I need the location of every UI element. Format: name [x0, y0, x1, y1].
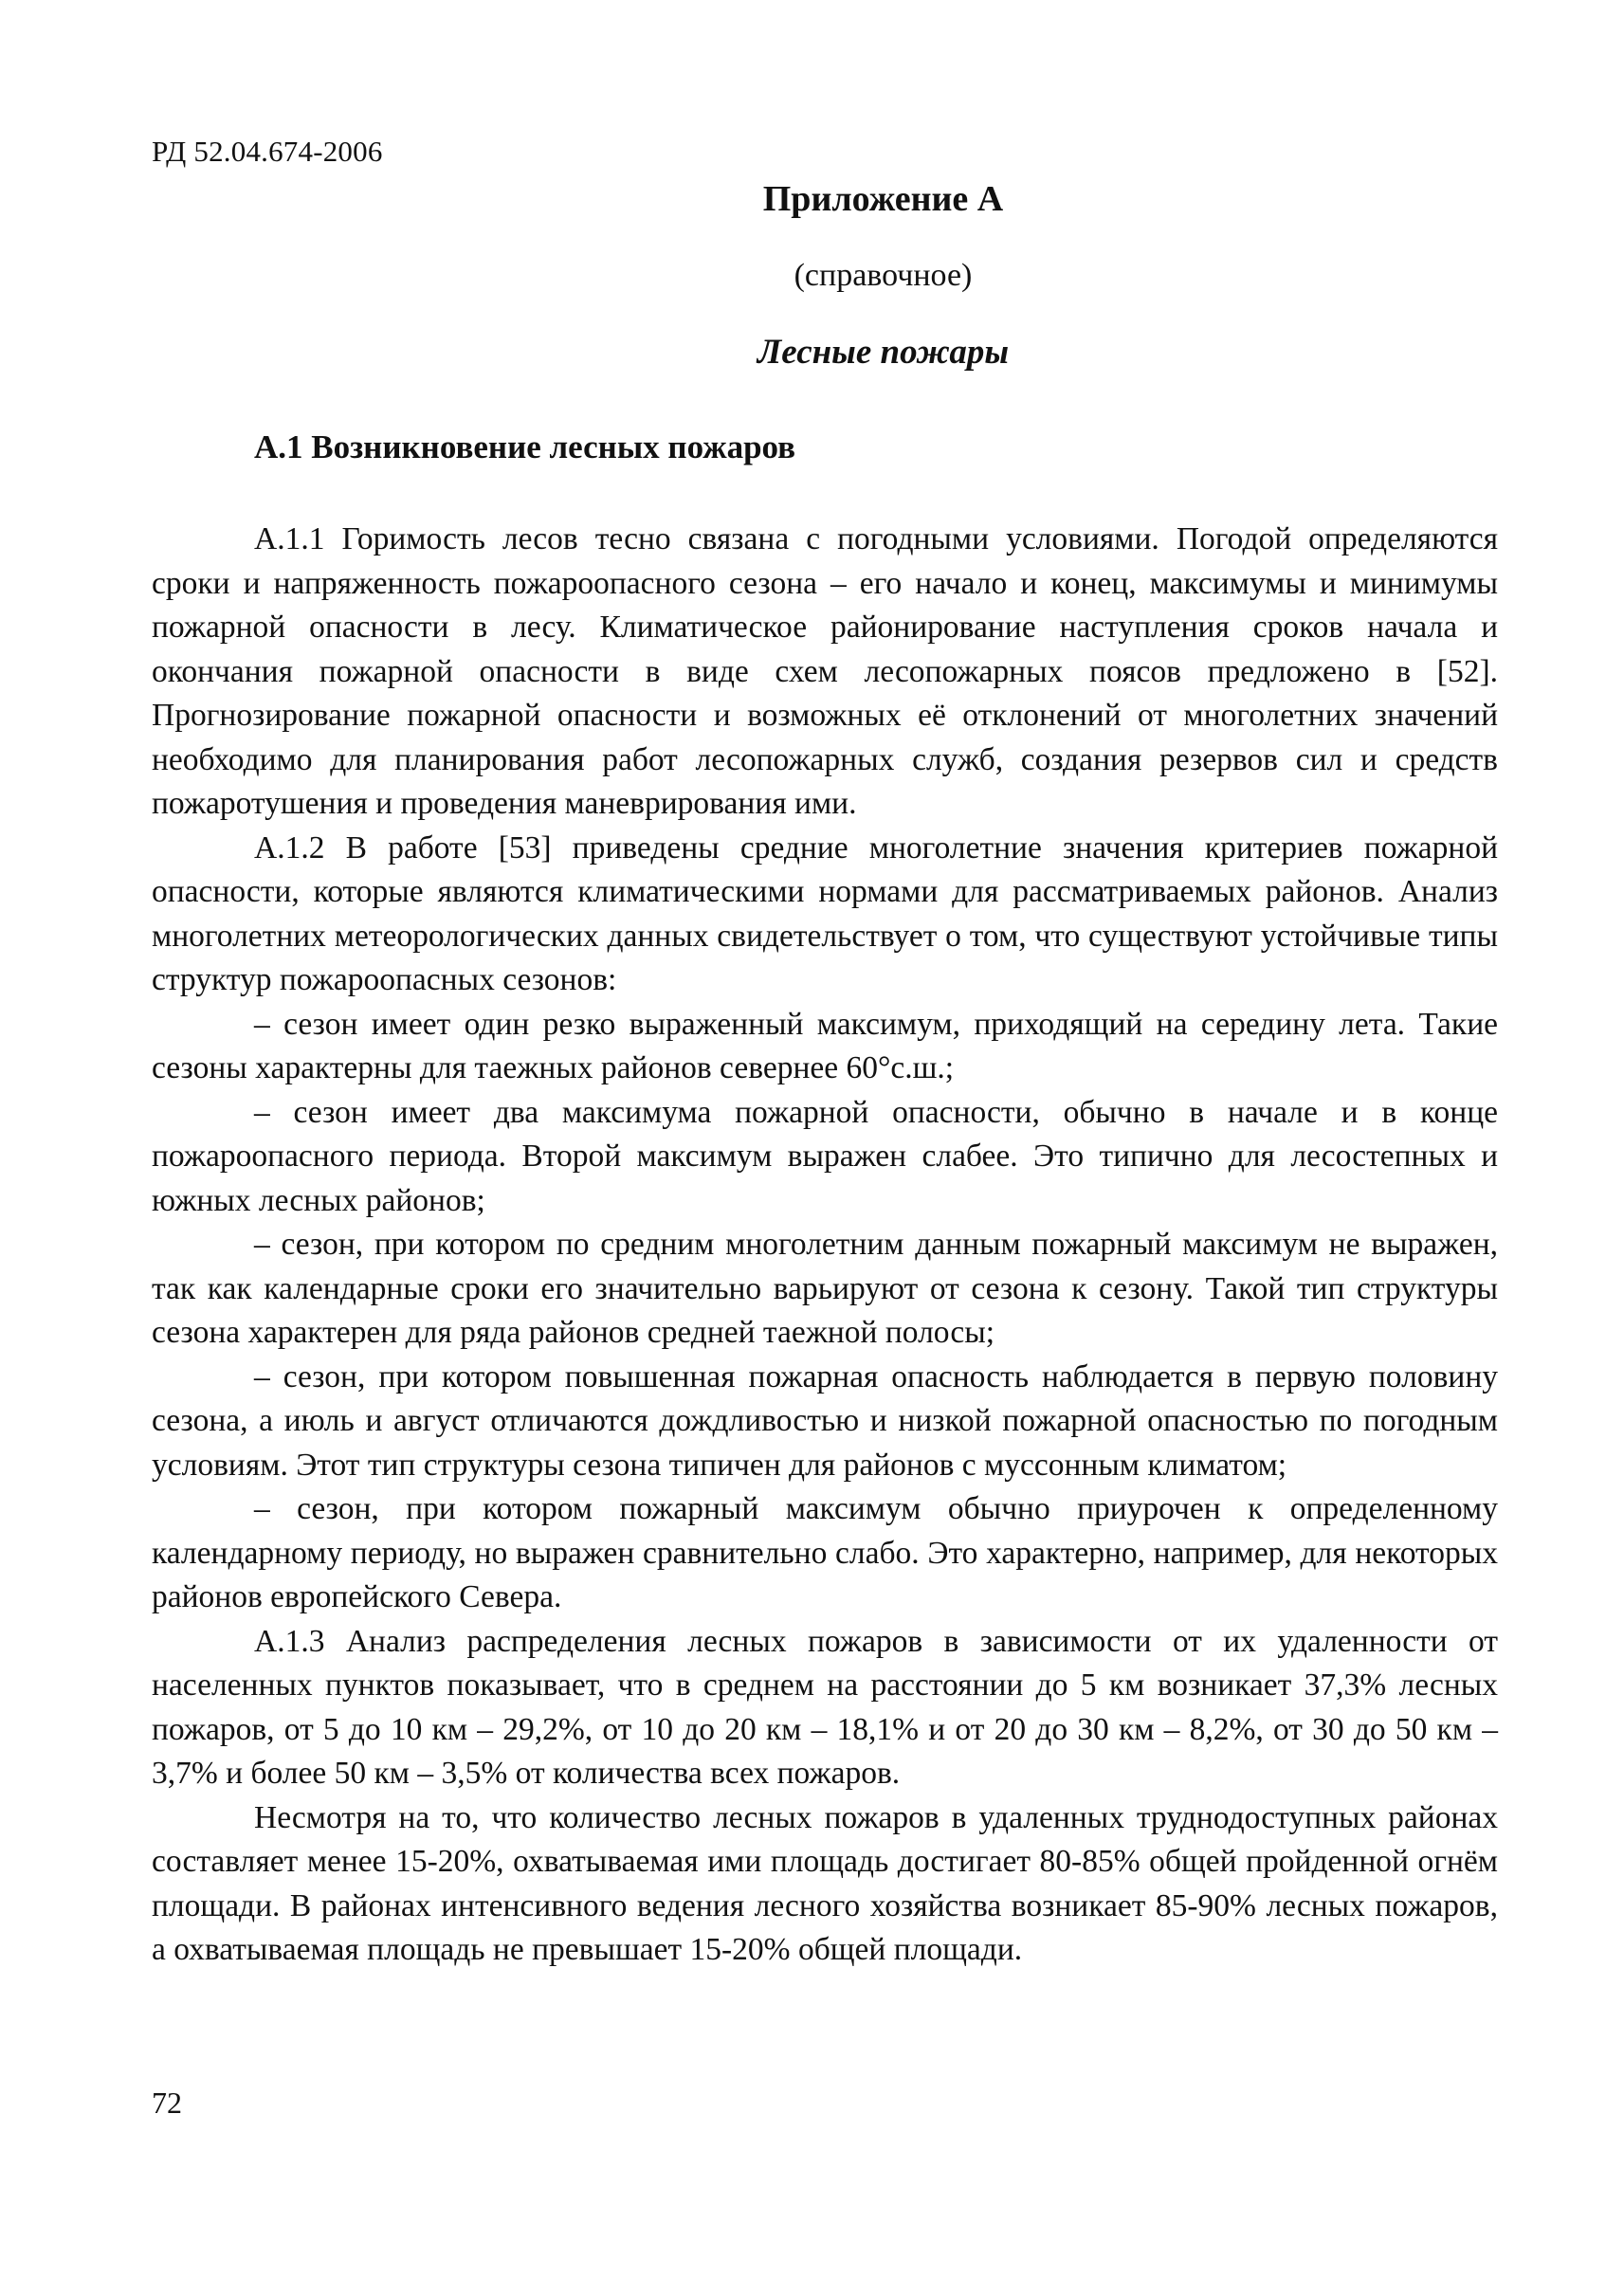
section-heading: А.1 Возникновение лесных пожаров — [254, 428, 796, 465]
appendix-title: Приложение А — [762, 179, 1004, 219]
list-item: – сезон имеет два максимума пожарной опасности, обычно в начале и в конце пожароопасного периода. Второй максимум выражен слабее. Это типично для лесостепных и южных лесных районов; — [152, 1094, 1498, 1218]
body-text — [152, 518, 1498, 1973]
list-item: – сезон, при котором пожарный максимум обычно приурочен к определенному календарному периоду, но выражен сравнительно слабо. Это характерно, например, для некоторых районов европейского Севера. — [152, 1491, 1498, 1614]
appendix-subtitle: (справочное) — [794, 258, 973, 293]
list-item: – сезон, при котором повышенная пожарная опасность наблюдается в первую половину сезона, а июль и август отличаются дождливостью и низкой пожарной опасностью по погодным условиям. Этот тип структуры сезона типичен для районов с муссонным климатом; — [152, 1358, 1498, 1483]
page-number: 72 — [152, 2086, 182, 2120]
list-item: – сезон имеет один резко выраженный максимум, приходящий на середину лета. Такие сезоны характерны для таежных районов севернее 60°с.ш.; — [152, 1006, 1498, 1085]
paragraph-a-1-3: А.1.3 Анализ распределения лесных пожаров в зависимости от их удаленности от населенных пунктов показывает, что в среднем на расстоянии до 5 км возникает 37,3% лесных пожаров, от 5 до 10 км – 29,2%, от 10 до 20 км – 18,1% и от 20 до 30 км – 8,2%, от 30 до 50 км – 3,7% и более 50 км – 3,5% от количества всех пожаров. — [152, 1623, 1498, 1791]
topic-title: Лесные пожары — [757, 333, 1010, 372]
paragraph-a-1-1: А.1.1 Горимость лесов тесно связана с погодными условиями. Погодой определяются сроки и напряженность пожароопасного сезона – его начало и конец, максимумы и минимумы пожарной опасности в лесу. Климатическое районирование наступления сроков начала и окончания пожарной опасности в виде схем лесопожарных поясов предложено в [52]. Прогнозирование пожарной опасности и возможных её отклонений от многолетних значений необходимо для планирования работ лесопожарных служб, создания резервов сил и средств пожаротушения и проведения маневрирования ими. — [152, 521, 1498, 821]
document-code: РД 52.04.674-2006 — [152, 135, 383, 168]
paragraph-a-1-2: А.1.2 В работе [53] приведены средние многолетние значения критериев пожарной опасности, которые являются климатическими нормами для рассматриваемых районов. Анализ многолетних метеорологических данных свидетельствует о том, что существуют устойчивые типы структур пожароопасных сезонов: — [152, 829, 1498, 997]
list-item: – сезон, при котором по средним многолетним данным пожарный максимум не выражен, так как календарные сроки его значительно варьируют от сезона к сезону. Такой тип структуры сезона характерен для ряда районов средней таежной полосы; — [152, 1227, 1498, 1350]
paragraph-remote-areas: Несмотря на то, что количество лесных пожаров в удаленных труднодоступных районах составляет менее 15-20%, охватываемая ими площадь достигает 80-85% общей пройденной огнём площади. В районах интенсивного ведения лесного хозяйства возникает 85-90% лесных пожаров, а охватываемая площадь не превышает 15-20% общей площади. — [152, 1799, 1498, 1967]
